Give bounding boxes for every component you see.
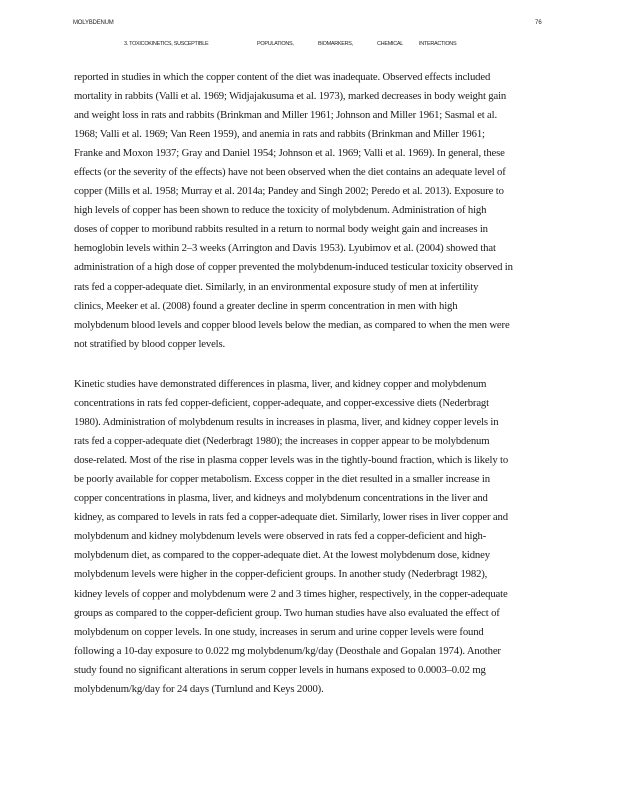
text-line: dose-related. Most of the rise in plasma copper levels was in the tightly-bound fraction, which is likely to (74, 454, 509, 467)
text-line: kidney levels of copper and molybdenum were 2 and 3 times higher, respectively, in the copper-adequate (74, 587, 508, 600)
text-line: reported in studies in which the copper content of the diet was inadequate. Observed effects included (74, 71, 491, 83)
text-line: rats fed a copper-adequate diet. Similarly, in an environmental exposure study of men at infertility (74, 280, 479, 293)
text-line: kidney, as compared to levels in rats fed a copper-adequate diet. Similarly, lower rises in liver copper and (74, 511, 508, 524)
text-line: copper (Mills et al. 1958; Murray et al. 2014a; Pandey and Singh 2002; Peredo et al. 2013). Exposure to (74, 185, 504, 198)
text-line: molybdenum on copper levels. In one study, increases in serum and urine copper levels were found (74, 625, 484, 638)
text-line: molybdenum diet, as compared to the copper-adequate diet. At the lowest molybdenum dose, kidney (74, 549, 490, 562)
text-line: administration of a high dose of copper prevented the molybdenum-induced testicular toxicity observed in (74, 261, 513, 274)
text-line: hemoglobin levels within 2–3 weeks (Arrington and Davis 1953). Lyubimov et al. (2004) showed that (74, 242, 496, 255)
text-line: 1980). Administration of molybdenum results in increases in plasma, liver, and kidney copper levels in (74, 416, 499, 429)
paragraph-2 (74, 375, 564, 699)
paragraph-1 (74, 68, 564, 354)
subheader-part: INTERACTIONS (419, 41, 457, 47)
text-line: clinics, Meeker et al. (2008) found a greater decline in sperm concentration in men with high (74, 299, 458, 312)
text-line: molybdenum and kidney molybdenum levels were observed in rats fed a copper-deficient and high- (74, 530, 487, 543)
text-line: rats fed a copper-adequate diet (Nederbragt 1980); the increases in copper appear to be molybdenum (74, 435, 490, 448)
section-subheader (0, 41, 618, 51)
subheader-part: CHEMICAL (377, 41, 404, 47)
subheader-part: 3. TOXICOKINETICS, SUSCEPTIBLE (124, 41, 209, 47)
text-line: 1968; Valli et al. 1969; Van Reen 1959), and anemia in rats and rabbits (Brinkman and Miller 1961; (74, 128, 485, 141)
page-number: 76 (535, 20, 542, 26)
text-line: copper concentrations in plasma, liver, and kidneys and molybdenum concentrations in the liver and (74, 492, 488, 505)
text-line: molybdenum/kg/day for 24 days (Turnlund and Keys 2000). (74, 682, 324, 695)
text-line: following a 10-day exposure to 0.022 mg molybdenum/kg/day (Deosthale and Gopalan 1974). Another (74, 644, 501, 657)
text-line: not stratified by blood copper levels. (74, 337, 226, 350)
text-line: molybdenum blood levels and copper blood levels below the median, as compared to when the men were (74, 318, 510, 331)
text-line: be poorly available for copper metabolism. Excess copper in the diet resulted in a smaller increase in (74, 473, 490, 486)
text-line: groups as compared to the copper-deficient group. Two human studies have also evaluated the effect of (74, 606, 500, 619)
text-line: study found no significant alterations in serum copper levels in humans exposed to 0.0003–0.02 mg (74, 663, 486, 676)
text-line: mortality in rabbits (Valli et al. 1969; Widjajakusuma et al. 1973), marked decreases in body weight gain (74, 90, 507, 103)
text-line: effects (or the severity of the effects) have not been observed when the diet contains an adequate level of (74, 166, 506, 179)
running-header-title: MOLYBDENUM (73, 20, 114, 26)
text-line: and weight loss in rats and rabbits (Brinkman and Miller 1961; Johnson and Miller 1961; Sasmal et al. (74, 109, 497, 122)
text-line: concentrations in rats fed copper-deficient, copper-adequate, and copper-excessive diets (Nederbragt (74, 397, 489, 410)
text-line: doses of copper to moribund rabbits resulted in a return to normal body weight gain and increases in (74, 223, 488, 236)
subheader-part: BIOMARKERS, (318, 41, 353, 47)
text-line: high levels of copper has been shown to reduce the toxicity of molybdenum. Administration of high (74, 204, 487, 217)
text-line: Franke and Moxon 1937; Gray and Daniel 1954; Johnson et al. 1969; Valli et al. 1969). In general, these (74, 147, 505, 160)
subheader-part: POPULATIONS, (257, 41, 294, 47)
text-line: molybdenum levels were higher in the copper-deficient groups. In another study (Nederbragt 1982), (74, 568, 488, 581)
text-line: Kinetic studies have demonstrated differences in plasma, liver, and kidney copper and molybdenum (74, 378, 487, 390)
